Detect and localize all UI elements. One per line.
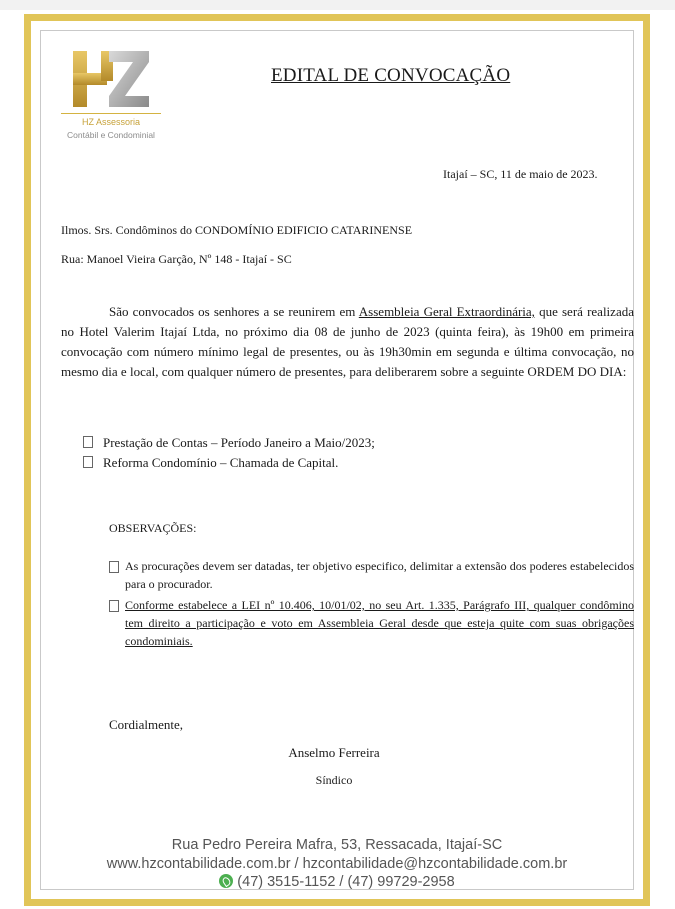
logo-company-name: HZ Assessoria bbox=[81, 117, 141, 127]
hz-logo-mark-icon bbox=[59, 47, 163, 113]
signer-role: Síndico bbox=[315, 773, 353, 787]
agenda-item-text: Reforma Condomínio – Chamada de Capital. bbox=[103, 455, 339, 470]
observation-text: Conforme estabelece a LEI nº 10.406, 10/01/02, no seu Art. 1.335, Parágrafo III, qualquer condômino tem direito a participação e voto em Assembleia Geral desde que esteja quite com suas obrigações condominiais. bbox=[125, 598, 634, 648]
checkbox-bullet-icon bbox=[83, 456, 93, 468]
agenda-item-text: Prestação de Contas – Período Janeiro a Maio/2023; bbox=[103, 435, 375, 450]
agenda-item bbox=[83, 455, 338, 471]
footer-phones bbox=[31, 874, 643, 890]
body-text-start: São convocados os senhores a se reunirem em bbox=[109, 304, 359, 319]
checkbox-bullet-icon bbox=[83, 436, 93, 448]
signer-name: Anselmo Ferreira bbox=[288, 745, 380, 760]
observation-item bbox=[109, 557, 634, 593]
body-text-rest: que será realizada no Hotel Valerim Itajaí Ltda, no próximo dia 08 de junho de 2023 (quinta feira), às 19h00 em primeira convocação com número mínimo legal de presentes, ou às 19h30min em segunda e última convocação, no mesmo dia e local, com qualquer número de presentes, para deliberarem sobre a seguinte ORDEM DO DIA: bbox=[61, 304, 634, 379]
closing-salutation: Cordialmente, bbox=[109, 717, 184, 732]
document-title: EDITAL DE CONVOCAÇÃO bbox=[271, 65, 511, 86]
logo-tagline: Contábil e Condominial bbox=[67, 130, 155, 140]
top-strip bbox=[0, 0, 675, 10]
document-frame bbox=[24, 14, 650, 906]
footer-address: Rua Pedro Pereira Mafra, 53, Ressacada, Itajaí-SC bbox=[171, 837, 503, 853]
street-address: Rua: Manoel Vieira Garção, Nº 148 - Itajaí - SC bbox=[61, 252, 292, 266]
agenda-item bbox=[83, 435, 375, 451]
observation-text: As procurações devem ser datadas, ter objetivo especifico, delimitar a extensão dos poderes estabelecidos para o procurador. bbox=[125, 559, 634, 591]
whatsapp-icon bbox=[219, 874, 233, 888]
addressee-line: Ilmos. Srs. Condôminos do CONDOMÍNIO EDIFICIO CATARINENSE bbox=[61, 223, 413, 237]
footer-phone-numbers: (47) 3515-1152 / (47) 99729-2958 bbox=[237, 874, 455, 890]
checkbox-bullet-icon bbox=[109, 600, 119, 612]
observation-item bbox=[109, 596, 634, 650]
checkbox-bullet-icon bbox=[109, 561, 119, 573]
assembly-type: Assembleia Geral Extraordinária, bbox=[358, 304, 535, 319]
date-line: Itajaí – SC, 11 de maio de 2023. bbox=[443, 167, 598, 181]
company-logo bbox=[59, 47, 163, 151]
logo-divider bbox=[61, 113, 161, 114]
footer-web: www.hzcontabilidade.com.br / hzcontabilidade@hzcontabilidade.com.br bbox=[106, 856, 568, 872]
convocation-paragraph bbox=[61, 302, 634, 382]
observations-title: OBSERVAÇÕES: bbox=[109, 521, 197, 535]
